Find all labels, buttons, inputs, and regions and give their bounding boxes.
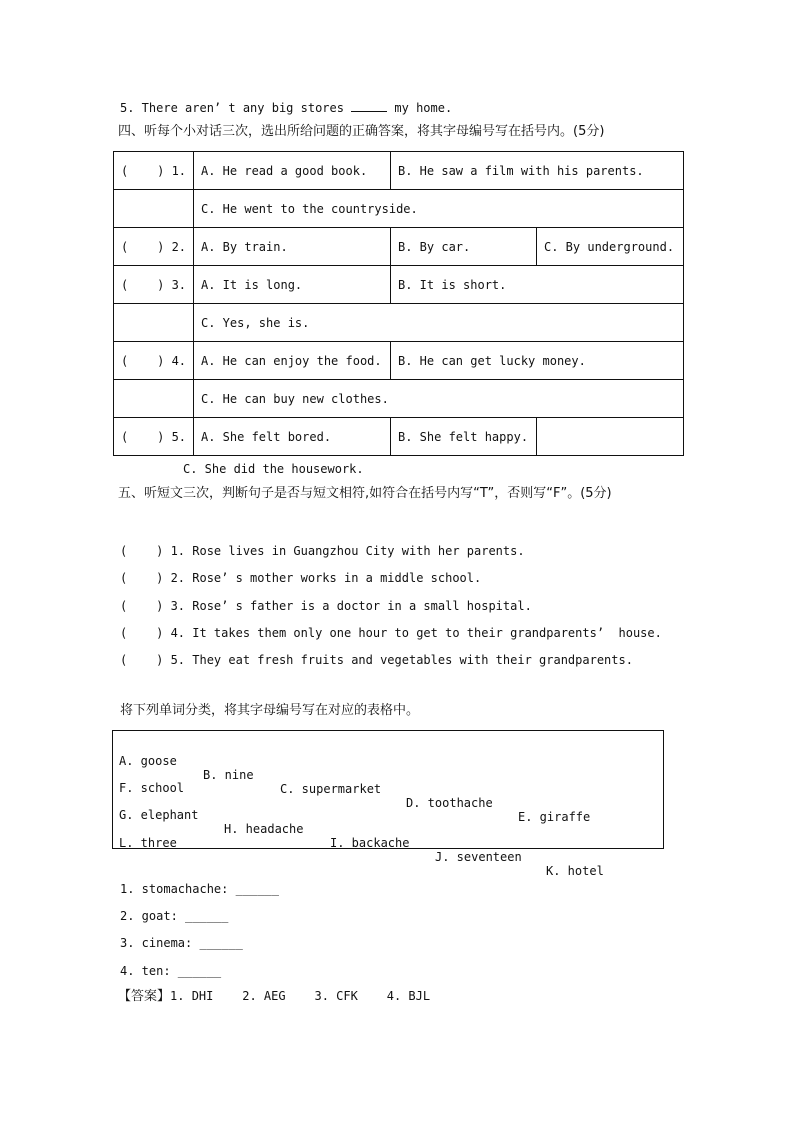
section-4-heading: 四、听每个小对话三次，选出所给问题的正确答案，将其字母编号写在括号内。(5分) bbox=[118, 124, 605, 139]
option-b-cell: B. It is short. bbox=[391, 266, 684, 304]
option-c-cell: C. Yes, she is. bbox=[194, 304, 684, 342]
classify-question: 1. stomachache: ______ bbox=[120, 882, 279, 896]
word-item: C. supermarket bbox=[280, 782, 382, 796]
listening-table bbox=[113, 151, 684, 456]
option-c-cell: C. He went to the countryside. bbox=[194, 190, 684, 228]
true-false-item: ( ) 3. Rose’ s father is a doctor in a small hospital. bbox=[120, 599, 532, 613]
true-false-item: ( ) 4. It takes them only one hour to get to their grandparents’ house. bbox=[120, 626, 662, 640]
answer-label: 【答案】 bbox=[118, 989, 171, 1004]
section-5-heading: 五、听短文三次，判断句子是否与短文相符,如符合在括号内写“T”，否则写“F”。(5分) bbox=[118, 486, 612, 501]
question-number-cell[interactable]: ( ) 1. bbox=[114, 152, 194, 190]
table-row bbox=[114, 380, 684, 418]
question-5-line bbox=[120, 100, 452, 116]
option-a-cell: A. It is long. bbox=[194, 266, 391, 304]
true-false-item: ( ) 5. They eat fresh fruits and vegetables with their grandparents. bbox=[120, 653, 633, 667]
word-item: F. school bbox=[119, 781, 185, 795]
question-number-cell[interactable]: ( ) 3. bbox=[114, 266, 194, 304]
question-number-cell bbox=[114, 304, 194, 342]
option-a-cell: A. By train. bbox=[194, 228, 391, 266]
word-item: I. backache bbox=[330, 836, 410, 850]
word-list-box bbox=[112, 730, 664, 878]
option-c-outside-table: C. She did the housework. bbox=[183, 462, 364, 476]
table-row bbox=[114, 190, 684, 228]
word-item: E. giraffe bbox=[518, 810, 591, 824]
question-number-cell bbox=[114, 190, 194, 228]
question-number-cell[interactable]: ( ) 4. bbox=[114, 342, 194, 380]
true-false-item: ( ) 1. Rose lives in Guangzhou City with her parents. bbox=[120, 544, 525, 558]
word-item: K. hotel bbox=[546, 864, 604, 878]
word-item: H. headache bbox=[224, 822, 304, 836]
option-c-cell: C. He can buy new clothes. bbox=[194, 380, 684, 418]
table-row bbox=[114, 152, 684, 190]
classify-question: 3. cinema: ______ bbox=[120, 936, 243, 950]
word-item: G. elephant bbox=[119, 808, 199, 822]
option-b-cell: B. She felt happy. bbox=[391, 418, 537, 456]
word-item: J. seventeen bbox=[435, 850, 522, 864]
word-item: L. three bbox=[119, 836, 177, 850]
question-5-text-after: my home. bbox=[387, 101, 453, 115]
word-row bbox=[119, 822, 177, 864]
question-5-text-before: 5. There aren’ t any big stores bbox=[120, 101, 352, 115]
question-number-cell[interactable]: ( ) 2. bbox=[114, 228, 194, 266]
classify-instruction: 将下列单词分类，将其字母编号写在对应的表格中。 bbox=[120, 703, 420, 718]
word-item: A. goose bbox=[119, 754, 177, 768]
table-row bbox=[114, 228, 684, 266]
option-a-cell: A. He can enjoy the food. bbox=[194, 342, 391, 380]
question-number-cell[interactable]: ( ) 5. bbox=[114, 418, 194, 456]
word-item: D. toothache bbox=[406, 796, 493, 810]
option-b-cell: B. By car. bbox=[391, 228, 537, 266]
true-false-item: ( ) 2. Rose’ s mother works in a middle school. bbox=[120, 571, 482, 585]
word-item: B. nine bbox=[203, 768, 254, 782]
classify-question: 4. ten: ______ bbox=[120, 964, 222, 978]
option-b-cell: B. He saw a film with his parents. bbox=[391, 152, 684, 190]
classify-question: 2. goat: ______ bbox=[120, 909, 229, 923]
table-row bbox=[114, 304, 684, 342]
answer-text: 1. DHI 2. AEG 3. CFK 4. BJL bbox=[170, 989, 431, 1003]
option-a-cell: A. She felt bored. bbox=[194, 418, 391, 456]
option-b-cell: B. He can get lucky money. bbox=[391, 342, 684, 380]
answer-line bbox=[118, 988, 430, 1005]
option-c-cell: C. By underground. bbox=[537, 228, 684, 266]
answer-blank[interactable] bbox=[351, 100, 387, 112]
empty-cell bbox=[537, 418, 684, 456]
option-a-cell: A. He read a good book. bbox=[194, 152, 391, 190]
question-number-cell bbox=[114, 380, 194, 418]
table-row bbox=[114, 266, 684, 304]
table-row bbox=[114, 342, 684, 380]
table-row bbox=[114, 418, 684, 456]
